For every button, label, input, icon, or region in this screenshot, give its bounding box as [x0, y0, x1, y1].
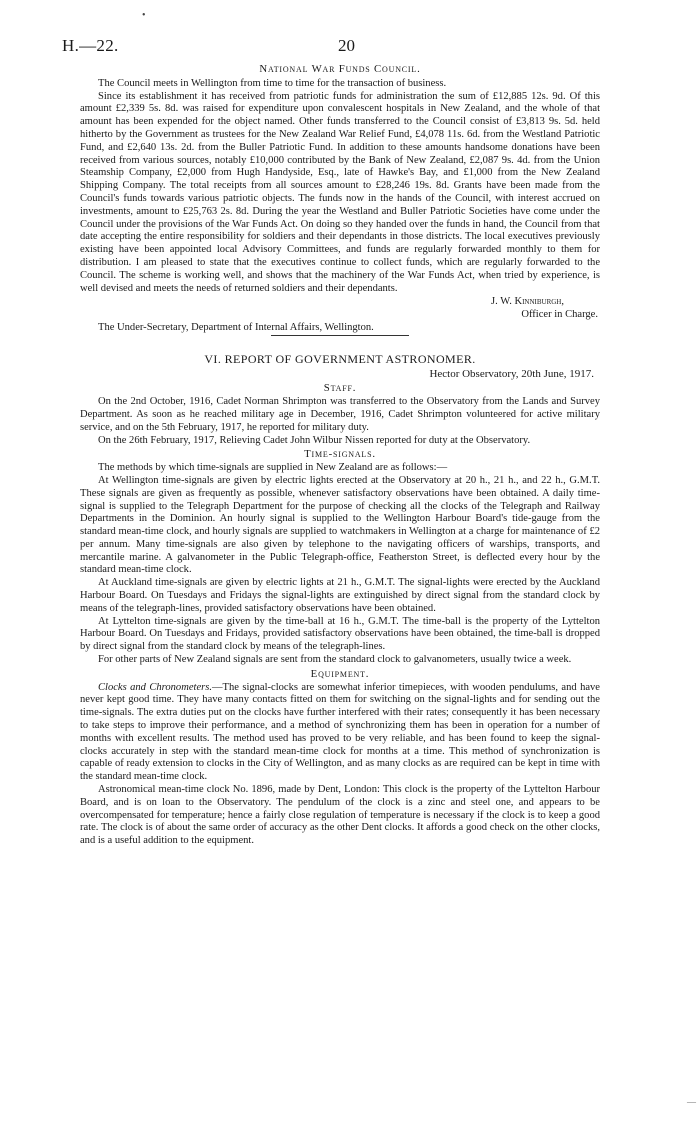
page-number: 20 — [338, 36, 355, 55]
paragraph: Astronomical mean-time clock No. 1896, made by Dent, London: This clock is the property of the Lyttelton Harbour Board, and is on loan to the Observatory. The pendulum of the clock is a zinc and steel one, and appears to be overcompensated for temperature; hence a fairly close regulation of temperature is necessary if the clock is to keep a good rate. The clock is of about the same order of accuracy as the other Dent clocks. It affords a good check on the other clocks, and is a useful addition to the equipment. — [80, 784, 600, 847]
paragraph: At Lyttelton time-signals are given by the time-ball at 16 h., G.M.T. The time-ball is the property of the Lyttelton Harbour Board. On Tuesdays and Fridays, provided satisfactory observations have been obtained, the time-ball is dropped by direct signal from the standard clock by means of the telegraph-lines. — [80, 615, 600, 653]
paragraph: For other parts of New Zealand signals are sent from the standard clock to galvanometers, usually twice a week. — [98, 654, 572, 666]
paragraph: The methods by which time-signals are supplied in New Zealand are as follows:— — [98, 462, 448, 474]
document-code: H.—22. — [62, 36, 119, 55]
paragraph: The Council meets in Wellington from time to time for the transaction of business. — [98, 77, 447, 89]
signature-title: Officer in Charge. — [521, 309, 598, 321]
section-heading-war-funds: National War Funds Council. — [259, 63, 421, 75]
equipment-lead: Clocks and Chronometers. — [98, 681, 212, 693]
equipment-text: —The signal-clocks are somewhat inferior timepieces, with wooden pendulums, and have never kept good time. They have many contacts fitted on them for switching on the signal-lights and for sending out the time-signals. The extra duties put on the clocks have further interfered with their rates; consequently it has been necessary to take steps to improve their performance, and a method of synchronizing them has been in operation for a number of months with excellent results. The method used has proved to be very reliable, and has been found to keep the signal-clocks accurately in step with the standard mean-time clock for months at a time. This method of synchronization is capable of ready extension to clocks in the City of Wellington, and as many clocks as are required can be kept in time with the standard mean-time clock. — [80, 681, 600, 783]
top-mark: • — [142, 10, 146, 21]
page-content — [80, 63, 600, 848]
paragraph — [80, 682, 600, 784]
paragraph: At Wellington time-signals are given by electric lights erected at the Observatory at 20 h., 21 h., and 22 h., G.M.T. These signals are given as frequently as possible, whenever satisfactory observations have been obtained. A daily time-signal is supplied to the Telegraph Department for the purpose of checking all the clocks of the Telegraph and Railway Departments in the Dominion. An hourly signal is supplied to the Wellington Harbour Board's tide-gauge from the standard mean-time clock, and hourly signals are supplied to watchmakers in Wellington at a charge for maintenance of £2 per annum. Many time-signals are also given by telephone to the navigating officers of warships, transports, and mercantile marine. A galvanometer in the Public Telegraph-office, Featherston Street, is deflected every hour by the standard mean-time clock. — [80, 474, 600, 576]
report-title: VI. REPORT OF GOVERNMENT ASTRONOMER. — [204, 351, 476, 366]
paragraph: Since its establishment it has received from patriotic funds for administration the sum of £12,885 12s. 9d. Of this amount £2,339 5s. 8d. was raised for expenditure upon convalescent hospitals in New Zealand, and the whole of that amount has been expended for the object named. Other funds transferred to the Council consist of £3,813 9s. 5d. held hitherto by the Government as trustees for the New Zealand War Relief Fund, £4,078 11s. 6d. from the Westland Patriotic Fund, and £2,640 13s. 2d. from the Buller Patriotic Fund. In addition to these amounts handsome donations have been received from various sources, notably £10,000 contributed by the Bank of New Zealand, £2,087 9s. 4d. from the Union Steamship Company, £2,000 from Hugh Handyside, Esq., late of Hawke's Bay, and £1,000 from the New Zealand Shipping Company. The total receipts from all sources amount to £28,246 19s. 8d. Grants have been made from the Council's funds towards various patriotic objects. The funds now in the hands of the Council, with interest accrued on investments, amount to £25,763 2s. 8d. During the year the Westland and Buller Patriotic Societies have come under the Council under the provisions of the War Funds Act. On doing so they handed over the funds in hand, the Council from that date accepting the entire responsibility for soldiers and their dependants in those districts. The local executives previously existing have been appointed local Advisory Committees, and funds are regularly forwarded monthly to them for distribution. I am pleased to state that the executives continue to collect funds, which are regularly forwarded to the Council. The scheme is working well, and shows that the machinery of the War Funds Act, when tried by experience, is well devised and meets the needs of returned soldiers and their dependants. — [80, 90, 600, 294]
paragraph: At Auckland time-signals are given by electric lights at 21 h., G.M.T. The signal-lights were erected by the Auckland Harbour Board. On Tuesdays and Fridays the signal-lights are extinguished by direct signal from the standard clock by means of the telegraph-lines, provided satisfactory observations have been obtained. — [80, 577, 600, 614]
addressee: The Under-Secretary, Department of Internal Affairs, Wellington. — [98, 321, 374, 333]
equipment-heading: Equipment. — [310, 667, 370, 680]
time-signals-heading: Time-signals. — [304, 448, 376, 461]
section-divider — [271, 335, 409, 336]
staff-heading: Staff. — [323, 382, 357, 395]
signature-name: J. W. Kinniburgh, — [491, 296, 564, 308]
margin-mark: — — [687, 1097, 696, 1107]
paragraph: On the 2nd October, 1916, Cadet Norman Shrimpton was transferred to the Observatory from the Lands and Survey Department. As soon as he reached military age in December, 1916, Cadet Shrimpton volunteered for active military service, and on the 5th February, 1917, he reported for military duty. — [80, 396, 600, 433]
paragraph: On the 26th February, 1917, Relieving Cadet John Wilbur Nissen reported for duty at the Observatory. — [98, 434, 531, 446]
dateline: Hector Observatory, 20th June, 1917. — [429, 367, 594, 380]
